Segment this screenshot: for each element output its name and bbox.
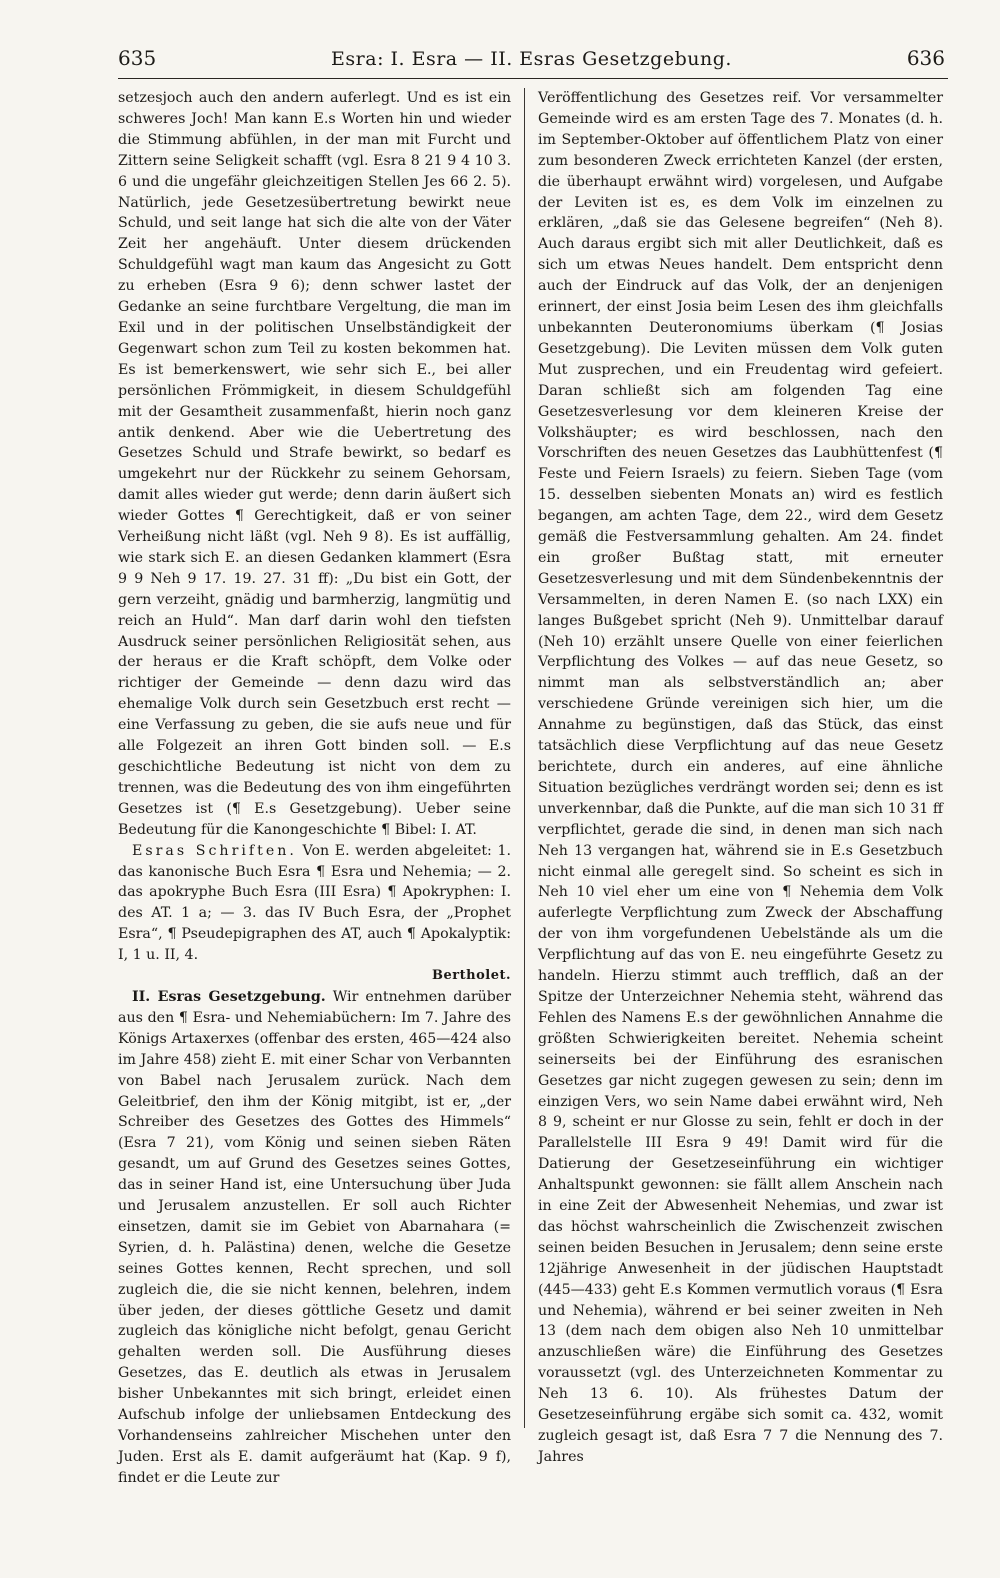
paragraph-schriften xyxy=(118,841,511,966)
running-title: Esra: I. Esra — II. Esras Gesetzgebung. xyxy=(331,48,732,70)
left-column xyxy=(118,88,512,1486)
page-header xyxy=(118,46,945,72)
paragraph: setzesjoch auch den andern auferlegt. Und es ist ein schweres Joch! Man kann E.s Worten hin und wieder die Stimmung abfühlen, in der man mit Furcht und Zittern seine Seligkeit schafft (vgl. Esra 8 21 9 4 10 3. 6 und die ungefähr gleichzeitigen Stellen Jes 66 2. 5). Natürlich, jede Gesetzesübertretung bewirkt neue Schuld, und seit lange hat sich die alte von der Väter Zeit her angehäuft. Unter diesem drückenden Schuldgefühl wagt man kaum das Angesicht zu Gott zu erheben (Esra 9 6); denn schwer lastet der Gedanke an seine furchtbare Vergeltung, die man im Exil und in der politischen Unselbständigkeit der Gegenwart schon zum Teil zu kosten bekommen hat. Es ist bemerkenswert, wie sehr sich E., bei aller persönlichen Frömmigkeit, in diesem Schuldgefühl mit der Gesamtheit zusammenfaßt, hierin noch ganz antik denkend. Aber wie die Uebertretung des Gesetzes Schuld und Strafe bewirkt, so bedarf es umgekehrt nur der Rückkehr zu seinem Gehorsam, damit alles wieder gut werde; denn darin äußert sich wieder Gottes ¶ Gerechtigkeit, daß er von seiner Verheißung nicht läßt (vgl. Neh 9 8). Es ist auffällig, wie stark sich E. an diesen Gedanken klammert (Esra 9 9 Neh 9 17. 19. 27. 31 ff): „Du bist ein Gott, der gern verzeiht, gnädig und barmherzig, langmütig und reich an Huld“. Man darf darin wohl den tiefsten Ausdruck seiner persönlichen Religiosität sehen, aus der heraus er die Kraft schöpft, dem Volke oder richtiger der Gemeinde — denn dazu wird das ehemalige Volk durch sein Gesetzbuch erst recht — eine Verfassung zu geben, die sie aufs neue und für alle Folgezeit an ihren Gott binden soll. — E.s geschichtliche Bedeutung ist nicht von dem zu trennen, was die Bedeutung des von ihm eingeführten Gesetzes ist (¶ E.s Gesetzgebung). Ueber seine Bedeutung für die Kanongeschichte ¶ Bibel: I. AT. xyxy=(118,90,511,838)
page-number-left: 635 xyxy=(118,46,157,70)
paragraph-text: Von E. werden abgeleitet: 1. das kanonische Buch Esra ¶ Esra und Nehemia; — 2. das apokryphe Buch Esra (III Esra) ¶ Apokryphen: I. des AT. 1 a; — 3. das IV Buch Esra, der „Prophet Esra“, ¶ Pseudepigraphen des AT, auch ¶ Apokalyptik: I, 1 u. II, 4. xyxy=(118,842,511,964)
section-lead: Esras Schriften. xyxy=(132,842,297,859)
section-heading: II. Esras Gesetzgebung. xyxy=(132,988,326,1005)
author-signature: Bertholet. xyxy=(432,968,511,984)
right-column xyxy=(538,88,943,1465)
column-divider xyxy=(524,88,525,1428)
page-number-right: 636 xyxy=(906,46,945,70)
paragraph-text: Wir entnehmen darüber aus den ¶ Esra- und Nehemiabüchern: Im 7. Jahre des Königs Artaxerxes (offenbar des ersten, 465—424 also im Jahre 458) zieht E. mit einer Schar von Verbannten von Babel nach Jerusalem zurück. Nach dem Geleitbrief, den ihm der König mitgibt, ist er, „der Schreiber des Gesetzes des Gottes des Himmels“ (Esra 7 21), vom König und seinen sieben Räten gesandt, um auf Grund des Gesetzes seines Gottes, das in seiner Hand ist, eine Untersuchung über Juda und Jerusalem anzustellen. Er soll auch Richter einsetzen, damit sie im Gebiet von Abarnahara (= Syrien, d. h. Palästina) denen, welche die Gesetze seines Gottes kennen, Recht sprechen, und soll zugleich die, die sie nicht kennen, belehren, indem über jeden, der dieses göttliche Gesetz und damit zugleich das königliche nicht befolgt, genau Gericht gehalten werden soll. Die Ausführung dieses Gesetzes, das E. deutlich als etwas in Jerusalem bisher Unbekanntes mit sich bringt, erleidet einen Aufschub infolge der unliebsamen Entdeckung des Vorhandenseins zahlreicher Mischehen unter den Juden. Erst als E. damit aufgeräumt hat (Kap. 9 f), findet er die Leute zur xyxy=(118,988,512,1486)
header-rule xyxy=(118,78,948,79)
paragraph-section xyxy=(118,987,511,1489)
paragraph: Veröffentlichung des Gesetzes reif. Vor versammelter Gemeinde wird es am ersten Tage des 7. Monates (d. h. im September-Oktober auf öffentlichem Platz von einer zum besonderen Zweck errichteten Kanzel (der ersten, die überhaupt erwähnt wird) vorgelesen, und Aufgabe der Leviten ist es, es dem Volk im einzelnen zu erklären, „daß sie das Gelesene begreifen“ (Neh 8). Auch daraus ergibt sich mit aller Deutlichkeit, daß es sich um etwas Neues handelt. Dem entspricht denn auch der Eindruck auf das Volk, der an denjenigen erinnert, der einst Josia beim Lesen des ihm gleichfalls unbekannten Deuteronomiums überkam (¶ Josias Gesetzgebung). Die Leviten müssen dem Volk guten Mut zusprechen, und ein Freudentag wird gefeiert. Daran schließt sich am folgenden Tag eine Gesetzesverlesung vor dem kleineren Kreise der Volkshäupter; es wird beschlossen, nach den Vorschriften des neuen Gesetzes das Laubhüttenfest (¶ Feste und Feiern Israels) zu feiern. Sieben Tage (vom 15. desselben siebenten Monats an) wird es festlich begangen, am achten Tage, dem 22., wird dem Gesetz gemäß die Festversammlung gehalten. Am 24. findet ein großer Bußtag statt, mit erneuter Gesetzesverlesung und mit dem Sündenbekenntnis der Versammelten, in deren Namen E. (so nach LXX) ein langes Bußgebet spricht (Neh 9). Unmittelbar darauf (Neh 10) erzählt unsere Quelle von einer feierlichen Verpflichtung des Volkes — auf das neue Gesetz, so nimmt man als selbstverständlich an; aber verschiedene Gründe vereinigen sich hier, um die Annahme zu begünstigen, daß das Stück, das einst tatsächlich diese Verpflichtung auf das neue Gesetz berichtete, durch ein anderes, auf eine ähnliche Situation bezügliches verdrängt worden sei; denn es ist unverkennbar, daß die Punkte, auf die man sich 10 31 ff verpflichtet, gerade die sind, in denen man sich nach Neh 13 vergangen hat, während sie in E.s Gesetzbuch nicht einmal alle geregelt sind. So scheint es sich in Neh 10 viel eher um eine von ¶ Nehemia dem Volk auferlegte Verpflichtung zum Zweck der Abschaffung der von ihm vorgefundenen Uebelstände als um die Verpflichtung auf das von E. neu eingeführte Gesetz zu handeln. Hierzu stimmt auch trefflich, daß an der Spitze der Unterzeichner Nehemia steht, während das Fehlen des Namens E.s der gewöhnlichen Annahme die größten Schwierigkeiten bereitet. Nehemia scheint seinerseits bei der Einführung des esranischen Gesetzes gar nicht zugegen gewesen zu sein; denn im einzigen Vers, wo sein Name dabei erwähnt wird, Neh 8 9, scheint er nur Glosse zu sein, fehlt er doch in der Parallelstelle III Esra 9 49! Damit wird für die Datierung der Gesetzeseinführung ein wichtiger Anhaltspunkt gewonnen: sie fällt allem Anschein nach in eine Zeit der Abwesenheit Nehemias, und zwar ist das höchst wahrscheinlich die Zwischenzeit zwischen seinen beiden Besuchen in Jerusalem; denn seine erste 12jährige Anwesenheit in der jüdischen Hauptstadt (445—433) geht E.s Kommen vermutlich voraus (¶ Esra und Nehemia), während er bei seiner zweiten in Neh 13 (dem nach dem obigen also Neh 10 unmittelbar anzuschließen wäre) die Einführung des Gesetzes voraussetzt (vgl. des Unterzeichneten Kommentar zu Neh 13 6. 10). Als frühestes Datum der Gesetzeseinführung ergäbe sich somit ca. 432, womit zugleich gesagt ist, daß Esra 7 7 die Nennung des 7. Jahres xyxy=(538,90,943,1465)
